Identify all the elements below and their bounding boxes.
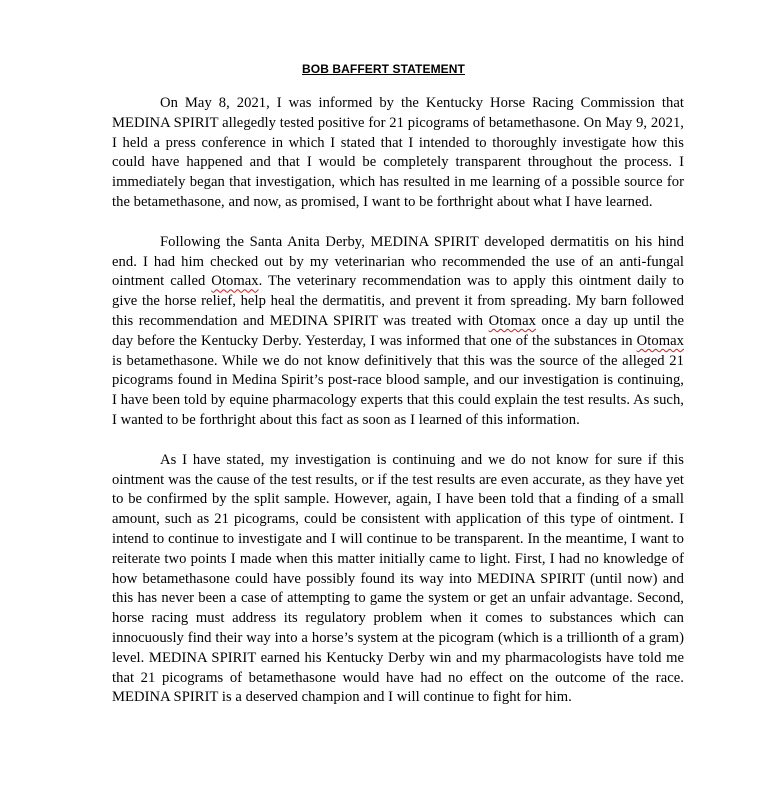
document-body <box>112 94 684 728</box>
paragraph <box>112 451 684 708</box>
paragraph-text: On May 8, 2021, I was informed by the Kentucky Horse Racing Commission that MEDINA SPIRIT allegedly tested positive for 21 picograms of betamethasone. On May 9, 2021, I held a press conference in which I stated that I intended to thoroughly investigate how this could have happened and that I would be completely transparent throughout the process. I immediately began that investigation, which has resulted in me learning of a possible source for the betamethasone, and now, as promised, I want to be forthright about what I have learned. <box>112 95 684 210</box>
misspelled-word[interactable]: Otomax <box>488 312 536 329</box>
misspelled-word[interactable]: Otomax <box>211 273 259 290</box>
paragraph-text: once a day up until the day before the Kentucky Derby. Yesterday, I was informed that one of the substances in <box>112 312 684 349</box>
paragraph-text: is betamethasone. While we do not know definitively that this was the source of the alleged 21 picograms found in Medina Spirit’s post-race blood sample, and our investigation is continuing, I have been told by equine pharmacology experts that this could explain the test results. As such, I wanted to be forthright about this fact as soon as I learned of this information. <box>112 352 684 428</box>
paragraph <box>112 94 684 213</box>
paragraph <box>112 233 684 431</box>
paragraph-text: Following the Santa Anita Derby, MEDINA SPIRIT developed dermatitis on his hind end. I had him checked out by my veterinarian who recommended the use of an anti-fungal ointment called <box>112 233 684 290</box>
paragraph-text: . The veterinary recommendation was to apply this ointment daily to give the horse relief, help heal the dermatitis, and prevent it from spreading. My barn followed this recommendation and MEDINA SPIRIT was treated with <box>112 273 684 329</box>
paragraph-text: As I have stated, my investigation is continuing and we do not know for sure if this ointment was the cause of the test results, or if the test results are even accurate, as they have yet to be confirmed by the split sample. However, again, I have been told that a finding of a small amount, such as 21 picograms, could be consistent with application of this type of ointment. I intend to continue to investigate and I will continue to be transparent. In the meantime, I want to reiterate two points I made when this matter initially came to light. First, I had no knowledge of how betamethasone could have possibly found its way into MEDINA SPIRIT (until now) and this has never been a case of attempting to game the system or get an unfair advantage. Second, horse racing must address its regulatory problem when it comes to substances which can innocuously find their way into a horse’s system at the picogram (which is a trillionth of a gram) level. MEDINA SPIRIT earned his Kentucky Derby win and my pharmacologists have told me that 21 picograms of betamethasone would have had no effect on the outcome of the race. MEDINA SPIRIT is a deserved champion and I will continue to fight for him. <box>112 451 684 706</box>
document-title: BOB BAFFERT STATEMENT <box>302 62 465 76</box>
misspelled-word[interactable]: Otomax <box>636 332 684 349</box>
